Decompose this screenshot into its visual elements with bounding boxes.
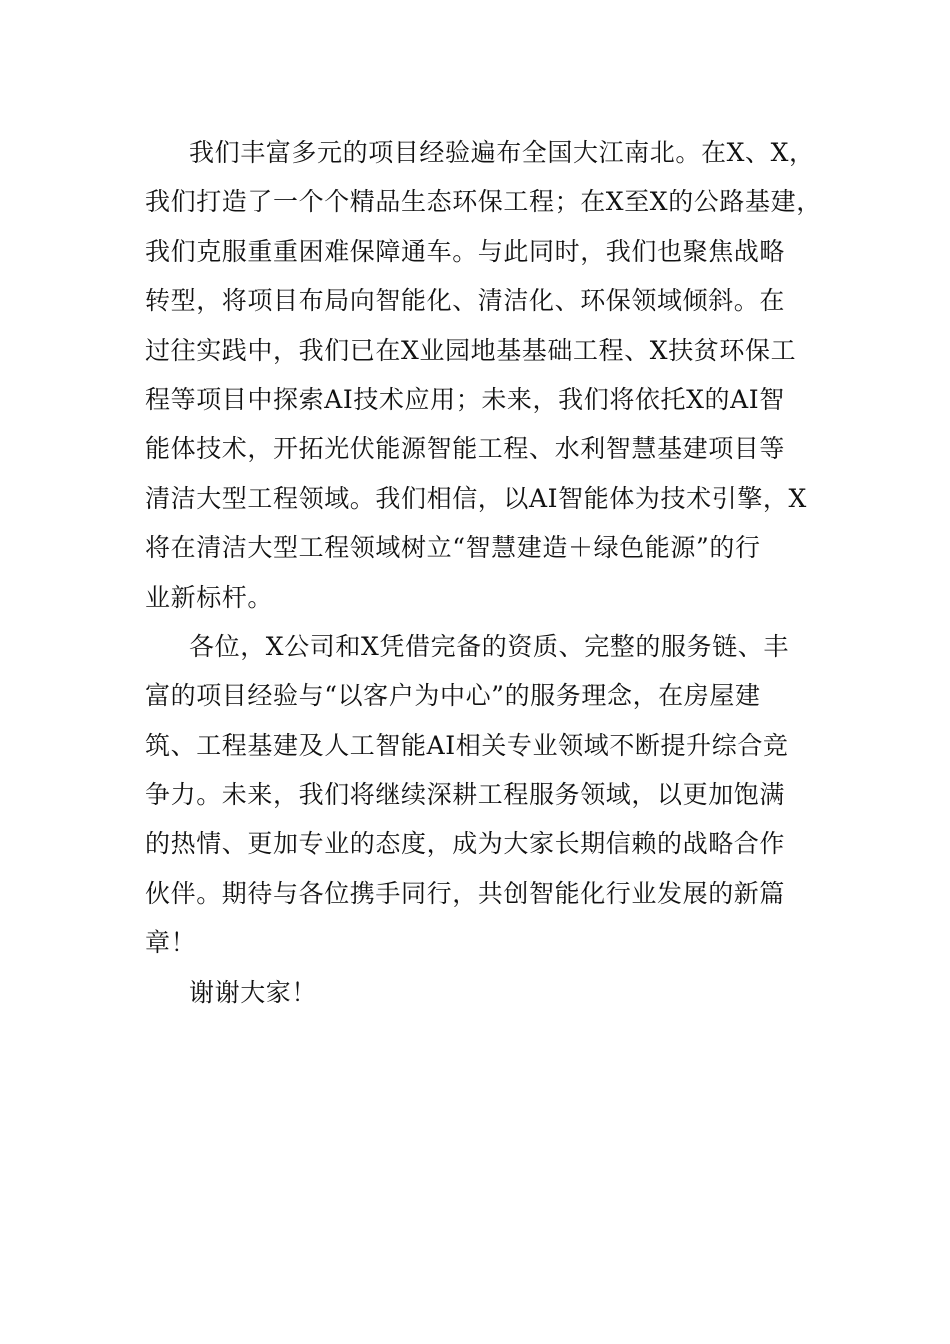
text-line: 过往实践中，我们已在X业园地基基础工程、X扶贫环保工 — [145, 335, 797, 365]
text-line: 我们克服重重困难保障通车。与此同时，我们也聚焦战略 — [145, 236, 786, 266]
speech-text — [145, 128, 825, 1017]
text-line: 的热情、更加专业的态度，成为大家长期信赖的战略合作 — [145, 829, 786, 859]
text-line: 我们丰富多元的项目经验遍布全国大江南北。在X、X， — [189, 138, 815, 167]
text-line: 各位，X公司和X凭借完备的资质、完整的服务链、丰 — [189, 631, 789, 661]
text-line: 我们打造了一个个精品生态环保工程；在X至X的公路基建， — [145, 187, 822, 217]
paragraph-project-experience — [145, 128, 825, 622]
paragraph-closing — [145, 968, 825, 1017]
text-line: 程等项目中探索AI技术应用；未来，我们将依托X的AI智 — [145, 384, 785, 414]
text-line: 筑、工程基建及人工智能AI相关专业领域不断提升综合竞 — [145, 730, 789, 760]
text-line: 能体技术，开拓光伏能源智能工程、水利智慧基建项目等 — [145, 434, 786, 464]
text-line: 转型，将项目布局向智能化、清洁化、环保领域倾斜。在 — [145, 286, 786, 316]
closing-line: 谢谢大家！ — [189, 977, 318, 1007]
text-line: 清洁大型工程领域。我们相信，以AI智能体为技术引擎，X — [145, 483, 807, 513]
text-line: 业新标杆。 — [145, 582, 274, 612]
text-line: 章！ — [145, 928, 197, 958]
text-line: 富的项目经验与“以客户为中心”的服务理念，在房屋建 — [145, 681, 761, 711]
paragraph-company-summary — [145, 622, 825, 968]
text-line: 伙伴。期待与各位携手同行，共创智能化行业发展的新篇 — [145, 878, 786, 908]
text-line: 将在清洁大型工程领域树立“智慧建造＋绿色能源”的行 — [145, 533, 761, 563]
text-line: 争力。未来，我们将继续深耕工程服务领域，以更加饱满 — [145, 780, 786, 810]
